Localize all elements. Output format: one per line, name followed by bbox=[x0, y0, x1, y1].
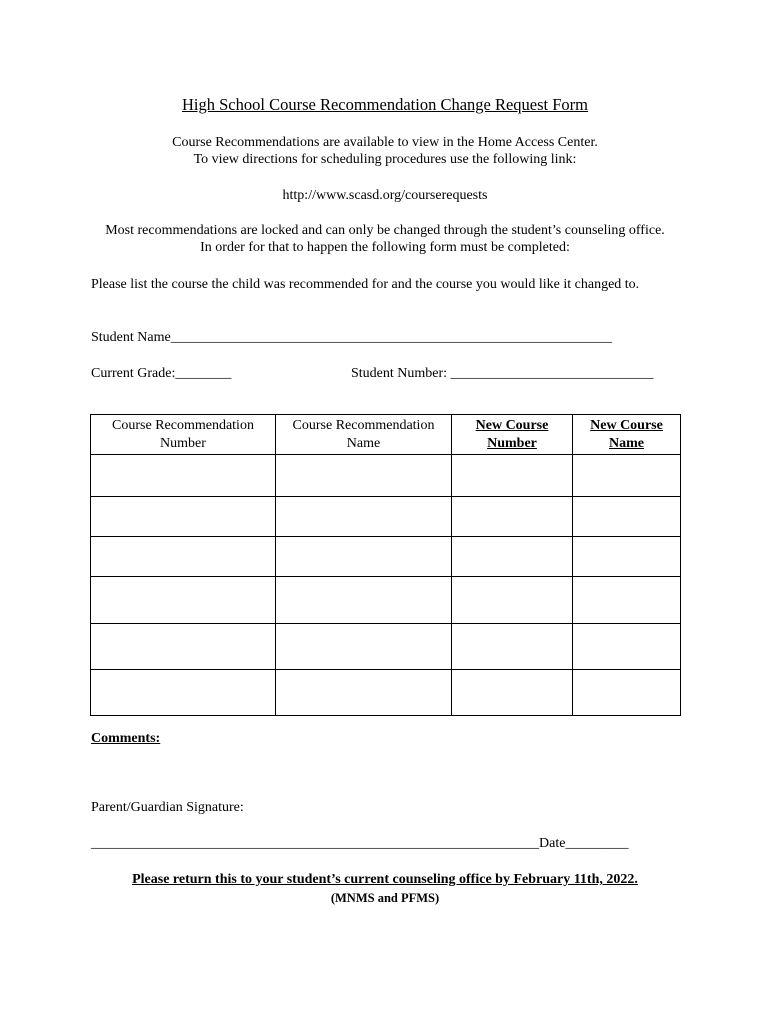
table-row bbox=[91, 537, 681, 577]
table-cell[interactable] bbox=[452, 537, 573, 577]
header-new-course-number bbox=[452, 415, 573, 455]
student-name-field[interactable] bbox=[91, 330, 612, 346]
table-header-row bbox=[91, 415, 681, 455]
course-requests-link[interactable]: http://www.scasd.org/courserequests bbox=[282, 188, 488, 203]
header-line: Name bbox=[609, 436, 644, 451]
date-line[interactable]: _________ bbox=[565, 836, 629, 851]
header-course-recommendation-number bbox=[91, 415, 276, 455]
header-course-recommendation-name bbox=[276, 415, 452, 455]
return-instructions: Please return this to your student’s current counseling office by February 11th, 2022. bbox=[132, 872, 638, 887]
table-row bbox=[91, 624, 681, 670]
table-cell[interactable] bbox=[452, 577, 573, 624]
date-label: Date bbox=[539, 836, 566, 851]
table-cell[interactable] bbox=[276, 497, 452, 537]
table-cell[interactable] bbox=[573, 537, 681, 577]
table-cell[interactable] bbox=[276, 455, 452, 497]
header-line: New Course bbox=[590, 418, 663, 433]
table-cell[interactable] bbox=[276, 624, 452, 670]
table-row bbox=[91, 670, 681, 716]
header-line: Number bbox=[487, 436, 537, 451]
comments-label: Comments: bbox=[91, 731, 161, 746]
current-grade-label: Current Grade: bbox=[91, 366, 176, 381]
table-cell[interactable] bbox=[91, 537, 276, 577]
header-line: New Course bbox=[475, 418, 549, 433]
intro-line-2: To view directions for scheduling procedures use the following link: bbox=[193, 152, 577, 167]
table-cell[interactable] bbox=[91, 497, 276, 537]
table-cell[interactable] bbox=[452, 455, 573, 497]
locked-notice-line-2: In order for that to happen the following form must be completed: bbox=[200, 240, 570, 255]
table-cell[interactable] bbox=[452, 670, 573, 716]
student-number-line[interactable]: _____________________________ bbox=[450, 366, 654, 381]
table-cell[interactable] bbox=[573, 455, 681, 497]
table-cell[interactable] bbox=[573, 577, 681, 624]
signature-label: Parent/Guardian Signature: bbox=[91, 800, 244, 815]
header-line: Name bbox=[346, 436, 381, 451]
signature-line[interactable]: ________________________________________________________________ bbox=[91, 836, 539, 851]
header-line: Course Recommendation bbox=[292, 418, 435, 433]
student-name-line[interactable]: _______________________________________________________________ bbox=[170, 330, 612, 345]
table-row bbox=[91, 497, 681, 537]
current-grade-line[interactable]: ________ bbox=[175, 366, 232, 381]
form-title: High School Course Recommendation Change Request Form bbox=[181, 95, 589, 114]
return-schools: (MNMS and PFMS) bbox=[330, 891, 440, 905]
course-change-table bbox=[90, 414, 681, 716]
table-cell[interactable] bbox=[276, 537, 452, 577]
header-new-course-name bbox=[573, 415, 681, 455]
table-cell[interactable] bbox=[276, 670, 452, 716]
table-cell[interactable] bbox=[276, 577, 452, 624]
signature-date-field[interactable] bbox=[91, 836, 628, 852]
locked-notice-line-1: Most recommendations are locked and can only be changed through the student’s counseling office. bbox=[105, 223, 665, 238]
table-cell[interactable] bbox=[452, 497, 573, 537]
table-cell[interactable] bbox=[573, 670, 681, 716]
table-row bbox=[91, 577, 681, 624]
table-row bbox=[91, 455, 681, 497]
header-line: Course Recommendation bbox=[112, 418, 254, 433]
student-number-field[interactable] bbox=[351, 366, 654, 382]
table-cell[interactable] bbox=[573, 497, 681, 537]
student-number-label: Student Number: bbox=[351, 366, 448, 381]
table-cell[interactable] bbox=[91, 670, 276, 716]
header-line: Number bbox=[160, 436, 206, 451]
table-cell[interactable] bbox=[91, 577, 276, 624]
instructions-text: Please list the course the child was recommended for and the course you would like it changed to. bbox=[91, 277, 640, 292]
intro-line-1: Course Recommendations are available to view in the Home Access Center. bbox=[172, 135, 598, 150]
table-cell[interactable] bbox=[91, 624, 276, 670]
table-cell[interactable] bbox=[573, 624, 681, 670]
table-cell[interactable] bbox=[452, 624, 573, 670]
current-grade-field[interactable] bbox=[91, 366, 231, 382]
table-cell[interactable] bbox=[91, 455, 276, 497]
student-name-label: Student Name bbox=[91, 330, 171, 345]
